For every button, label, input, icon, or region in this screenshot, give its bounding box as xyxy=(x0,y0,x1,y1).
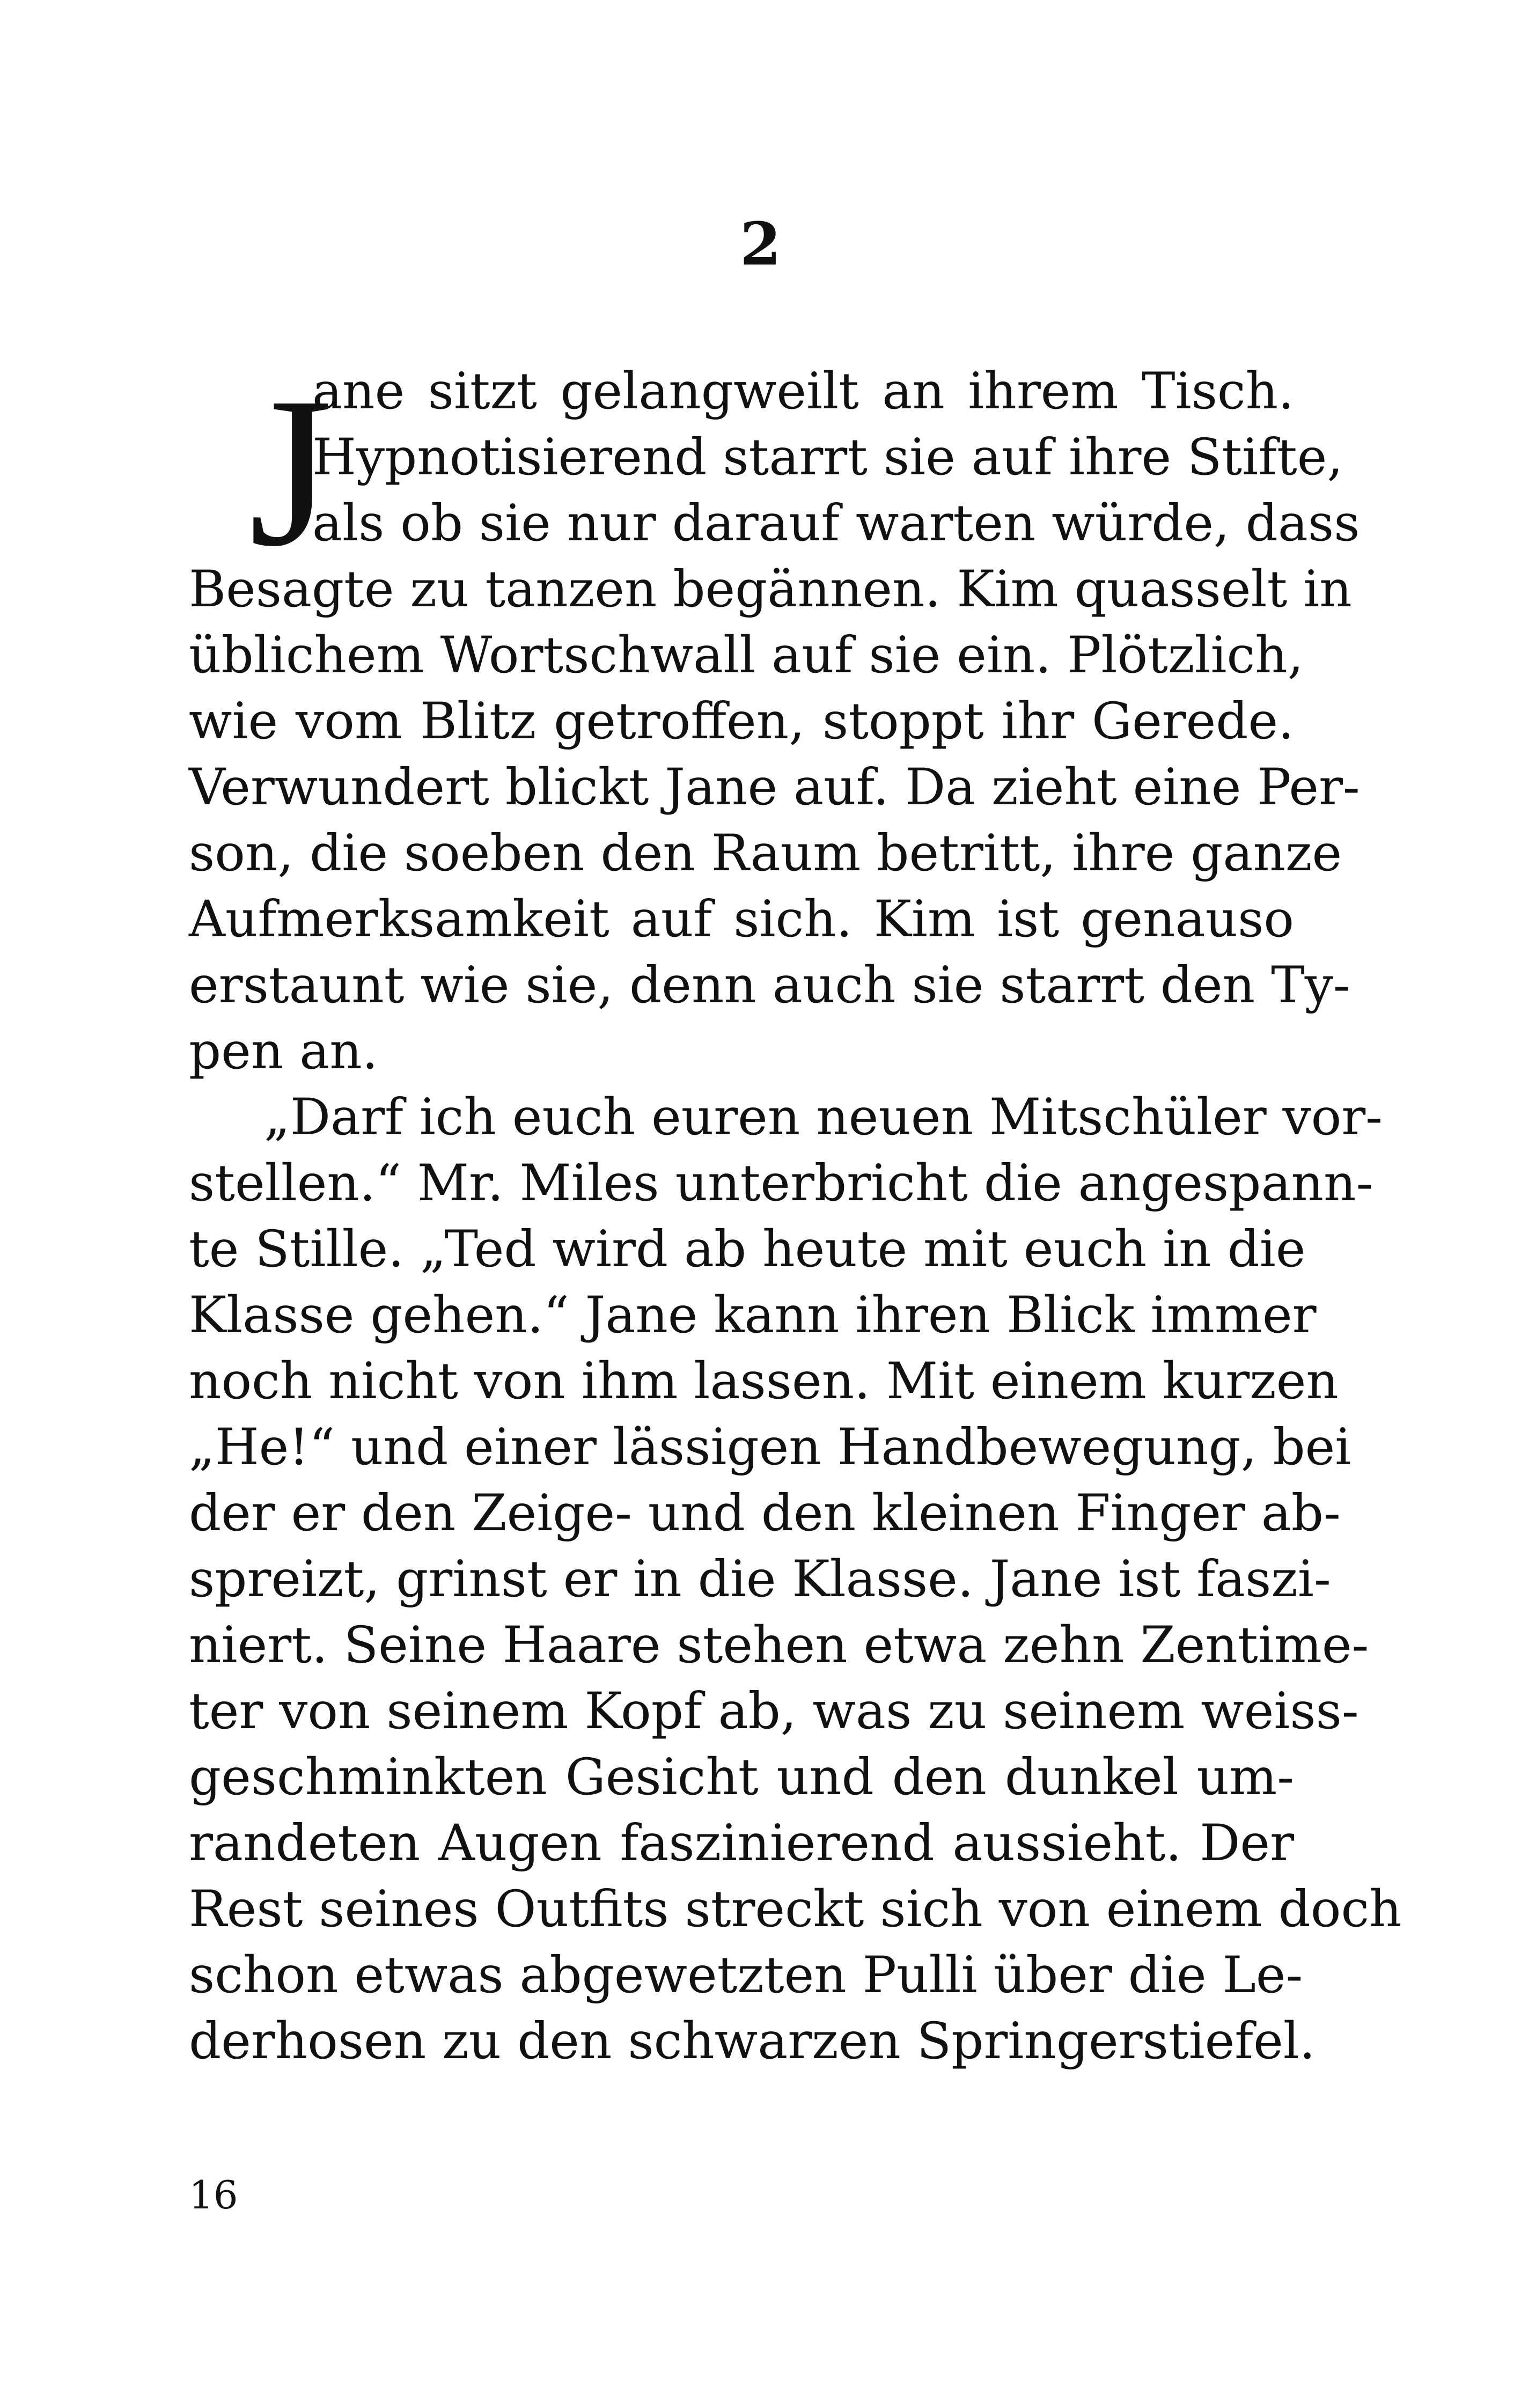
text-line: „Darf ich euch euren neuen Mitschüler vor- xyxy=(264,1088,1383,1147)
chapter-text xyxy=(189,353,1402,2074)
text-line: pen an. xyxy=(189,1022,378,1081)
text-line: als ob sie nur darauf warten würde, dass xyxy=(312,494,1360,553)
text-line: stellen.“ Mr. Miles unterbricht die angespann- xyxy=(189,1154,1373,1213)
text-line: geschminkten Gesicht und den dunkel um- xyxy=(189,1748,1294,1807)
text-line: noch nicht von ihm lassen. Mit einem kurzen xyxy=(189,1352,1339,1411)
text-line: te Stille. „Ted wird ab heute mit euch in die xyxy=(189,1220,1306,1279)
text-line: Besagte zu tanzen begännen. Kim quasselt in xyxy=(189,560,1352,619)
text-line: schon etwas abgewetzten Pulli über die Le- xyxy=(189,1946,1303,2005)
text-line: son, die soeben den Raum betritt, ihre ganze xyxy=(189,824,1342,883)
text-line: „He!“ und einer lässigen Handbewegung, bei xyxy=(189,1418,1351,1477)
text-line: spreizt, grinst er in die Klasse. Jane ist faszi- xyxy=(189,1550,1331,1609)
text-line: Verwundert blickt Jane auf. Da zieht eine Per- xyxy=(189,758,1360,817)
text-line: niert. Seine Haare stehen etwa zehn Zentime- xyxy=(189,1616,1369,1675)
text-line: der er den Zeige- und den kleinen Finger ab- xyxy=(189,1484,1341,1543)
drop-cap: J xyxy=(249,353,333,591)
text-line: Rest seines Outfits streckt sich von einem doch xyxy=(189,1880,1402,1939)
text-line: wie vom Blitz getroffen, stoppt ihr Gerede. xyxy=(189,692,1294,751)
text-line: derhosen zu den schwarzen Springerstiefel. xyxy=(189,2012,1316,2071)
text-line: ane sitzt gelangweilt an ihrem Tisch. xyxy=(312,362,1294,421)
text-line: randeten Augen faszinierend aussieht. Der xyxy=(189,1814,1294,1873)
text-line: Klasse gehen.“ Jane kann ihren Blick immer xyxy=(189,1286,1317,1345)
text-line: Hypnotisierend starrt sie auf ihre Stifte, xyxy=(312,428,1343,487)
text-line: Aufmerksamkeit auf sich. Kim ist genauso xyxy=(189,890,1294,949)
text-line: erstaunt wie sie, denn auch sie starrt den Ty- xyxy=(189,956,1350,1015)
page-number: 16 xyxy=(189,2172,238,2218)
text-line: ter von seinem Kopf ab, was zu seinem weiss- xyxy=(189,1682,1359,1741)
text-line: üblichem Wortschwall auf sie ein. Plötzlich, xyxy=(189,626,1304,685)
chapter-number: 2 xyxy=(740,209,781,278)
